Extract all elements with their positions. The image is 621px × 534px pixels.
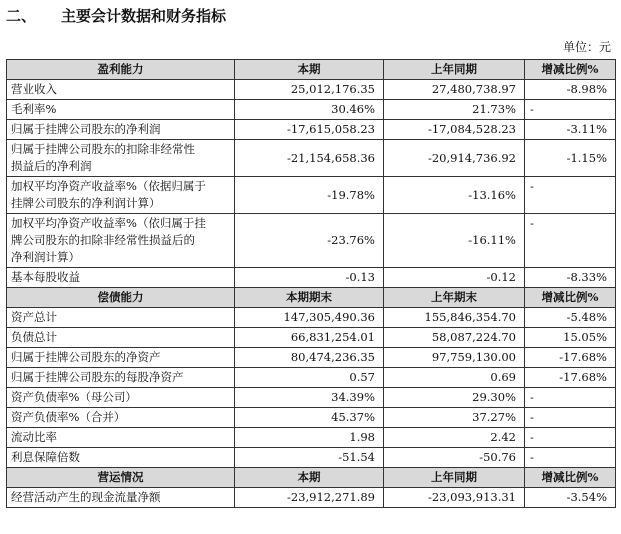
row-label: 流动比率 bbox=[7, 428, 235, 448]
row-label-line: 牌公司股东的扣除非经常性损益后的 bbox=[11, 233, 195, 247]
header-row-profitability bbox=[7, 60, 616, 80]
header-cell: 增减比例% bbox=[525, 60, 616, 80]
header-cell: 上年同期 bbox=[384, 468, 525, 488]
change-value: -17.68% bbox=[525, 348, 616, 368]
row-label: 负债总计 bbox=[7, 328, 235, 348]
current-value: 25,012,176.35 bbox=[235, 80, 384, 100]
change-value: -3.11% bbox=[525, 120, 616, 140]
current-value: -23,912,271.89 bbox=[235, 488, 384, 508]
table-row bbox=[7, 328, 616, 348]
current-value: 0.57 bbox=[235, 368, 384, 388]
current-value: -21,154,658.36 bbox=[235, 140, 384, 177]
current-value: 1.98 bbox=[235, 428, 384, 448]
previous-value: 0.69 bbox=[384, 368, 525, 388]
header-cell: 本期期末 bbox=[235, 288, 384, 308]
header-cell: 增减比例% bbox=[525, 288, 616, 308]
section-title: 主要会计数据和财务指标 bbox=[61, 6, 227, 25]
previous-value: -13.16% bbox=[384, 177, 525, 214]
row-label: 利息保障倍数 bbox=[7, 448, 235, 468]
row-label: 营业收入 bbox=[7, 80, 235, 100]
header-cell: 盈利能力 bbox=[7, 60, 235, 80]
row-label: 资产负债率%（母公司） bbox=[7, 388, 235, 408]
table-row bbox=[7, 488, 616, 508]
row-label bbox=[7, 140, 235, 177]
row-label-line: 净利润计算） bbox=[11, 250, 80, 264]
change-value: - bbox=[525, 408, 616, 428]
current-value: 147,305,490.36 bbox=[235, 308, 384, 328]
header-cell: 营运情况 bbox=[7, 468, 235, 488]
row-label bbox=[7, 177, 235, 214]
table-row bbox=[7, 348, 616, 368]
change-value: - bbox=[525, 214, 616, 268]
current-value: 30.46% bbox=[235, 100, 384, 120]
table-row bbox=[7, 268, 616, 288]
previous-value: 27,480,738.97 bbox=[384, 80, 525, 100]
header-row-operations bbox=[7, 468, 616, 488]
section-heading bbox=[6, 4, 226, 26]
change-value: -8.98% bbox=[525, 80, 616, 100]
previous-value: 37.27% bbox=[384, 408, 525, 428]
table-row bbox=[7, 308, 616, 328]
table-row bbox=[7, 100, 616, 120]
previous-value: -50.76 bbox=[384, 448, 525, 468]
previous-value: -16.11% bbox=[384, 214, 525, 268]
row-label-line: 加权平均净资产收益率%（依据归属于 bbox=[11, 179, 206, 193]
current-value: -17,615,058.23 bbox=[235, 120, 384, 140]
change-value: - bbox=[525, 388, 616, 408]
table-row bbox=[7, 120, 616, 140]
row-label: 归属于挂牌公司股东的每股净资产 bbox=[7, 368, 235, 388]
change-value: - bbox=[525, 448, 616, 468]
row-label: 毛利率% bbox=[7, 100, 235, 120]
current-value: -19.78% bbox=[235, 177, 384, 214]
previous-value: 2.42 bbox=[384, 428, 525, 448]
current-value: -0.13 bbox=[235, 268, 384, 288]
previous-value: 21.73% bbox=[384, 100, 525, 120]
header-cell: 本期 bbox=[235, 468, 384, 488]
current-value: 80,474,236.35 bbox=[235, 348, 384, 368]
change-value: - bbox=[525, 428, 616, 448]
previous-value: 97,759,130.00 bbox=[384, 348, 525, 368]
row-label: 资产负债率%（合并） bbox=[7, 408, 235, 428]
change-value: -3.54% bbox=[525, 488, 616, 508]
row-label-line: 挂牌公司股东的净利润计算） bbox=[11, 196, 161, 210]
table-row bbox=[7, 408, 616, 428]
financial-indicators-table bbox=[6, 59, 616, 508]
row-label-line: 加权平均净资产收益率%（依归属于挂 bbox=[11, 216, 206, 230]
header-cell: 增减比例% bbox=[525, 468, 616, 488]
header-row-solvency bbox=[7, 288, 616, 308]
previous-value: -20,914,736.92 bbox=[384, 140, 525, 177]
row-label-line: 归属于挂牌公司股东的扣除非经常性 bbox=[11, 142, 195, 156]
row-label: 基本每股收益 bbox=[7, 268, 235, 288]
previous-value: -17,084,528.23 bbox=[384, 120, 525, 140]
previous-value: 155,846,354.70 bbox=[384, 308, 525, 328]
change-value: - bbox=[525, 177, 616, 214]
table-row bbox=[7, 214, 616, 268]
section-number: 二、 bbox=[6, 6, 37, 25]
change-value: -17.68% bbox=[525, 368, 616, 388]
previous-value: -23,093,913.31 bbox=[384, 488, 525, 508]
table-row bbox=[7, 428, 616, 448]
row-label: 经营活动产生的现金流量净额 bbox=[7, 488, 235, 508]
table-row bbox=[7, 448, 616, 468]
row-label: 归属于挂牌公司股东的净资产 bbox=[7, 348, 235, 368]
row-label-line: 损益后的净利润 bbox=[11, 159, 92, 173]
change-value: -5.48% bbox=[525, 308, 616, 328]
header-cell: 上年期末 bbox=[384, 288, 525, 308]
current-value: -51.54 bbox=[235, 448, 384, 468]
unit-label: 单位：元 bbox=[562, 40, 611, 54]
current-value: -23.76% bbox=[235, 214, 384, 268]
header-cell: 偿债能力 bbox=[7, 288, 235, 308]
previous-value: -0.12 bbox=[384, 268, 525, 288]
previous-value: 29.30% bbox=[384, 388, 525, 408]
current-value: 34.39% bbox=[235, 388, 384, 408]
table-row bbox=[7, 177, 616, 214]
row-label: 资产总计 bbox=[7, 308, 235, 328]
change-value: - bbox=[525, 100, 616, 120]
change-value: 15.05% bbox=[525, 328, 616, 348]
change-value: -8.33% bbox=[525, 268, 616, 288]
current-value: 45.37% bbox=[235, 408, 384, 428]
row-label: 归属于挂牌公司股东的净利润 bbox=[7, 120, 235, 140]
table-row bbox=[7, 368, 616, 388]
header-cell: 本期 bbox=[235, 60, 384, 80]
table-row bbox=[7, 388, 616, 408]
change-value: -1.15% bbox=[525, 140, 616, 177]
current-value: 66,831,254.01 bbox=[235, 328, 384, 348]
row-label bbox=[7, 214, 235, 268]
header-cell: 上年同期 bbox=[384, 60, 525, 80]
previous-value: 58,087,224.70 bbox=[384, 328, 525, 348]
table-row bbox=[7, 140, 616, 177]
table-row bbox=[7, 80, 616, 100]
